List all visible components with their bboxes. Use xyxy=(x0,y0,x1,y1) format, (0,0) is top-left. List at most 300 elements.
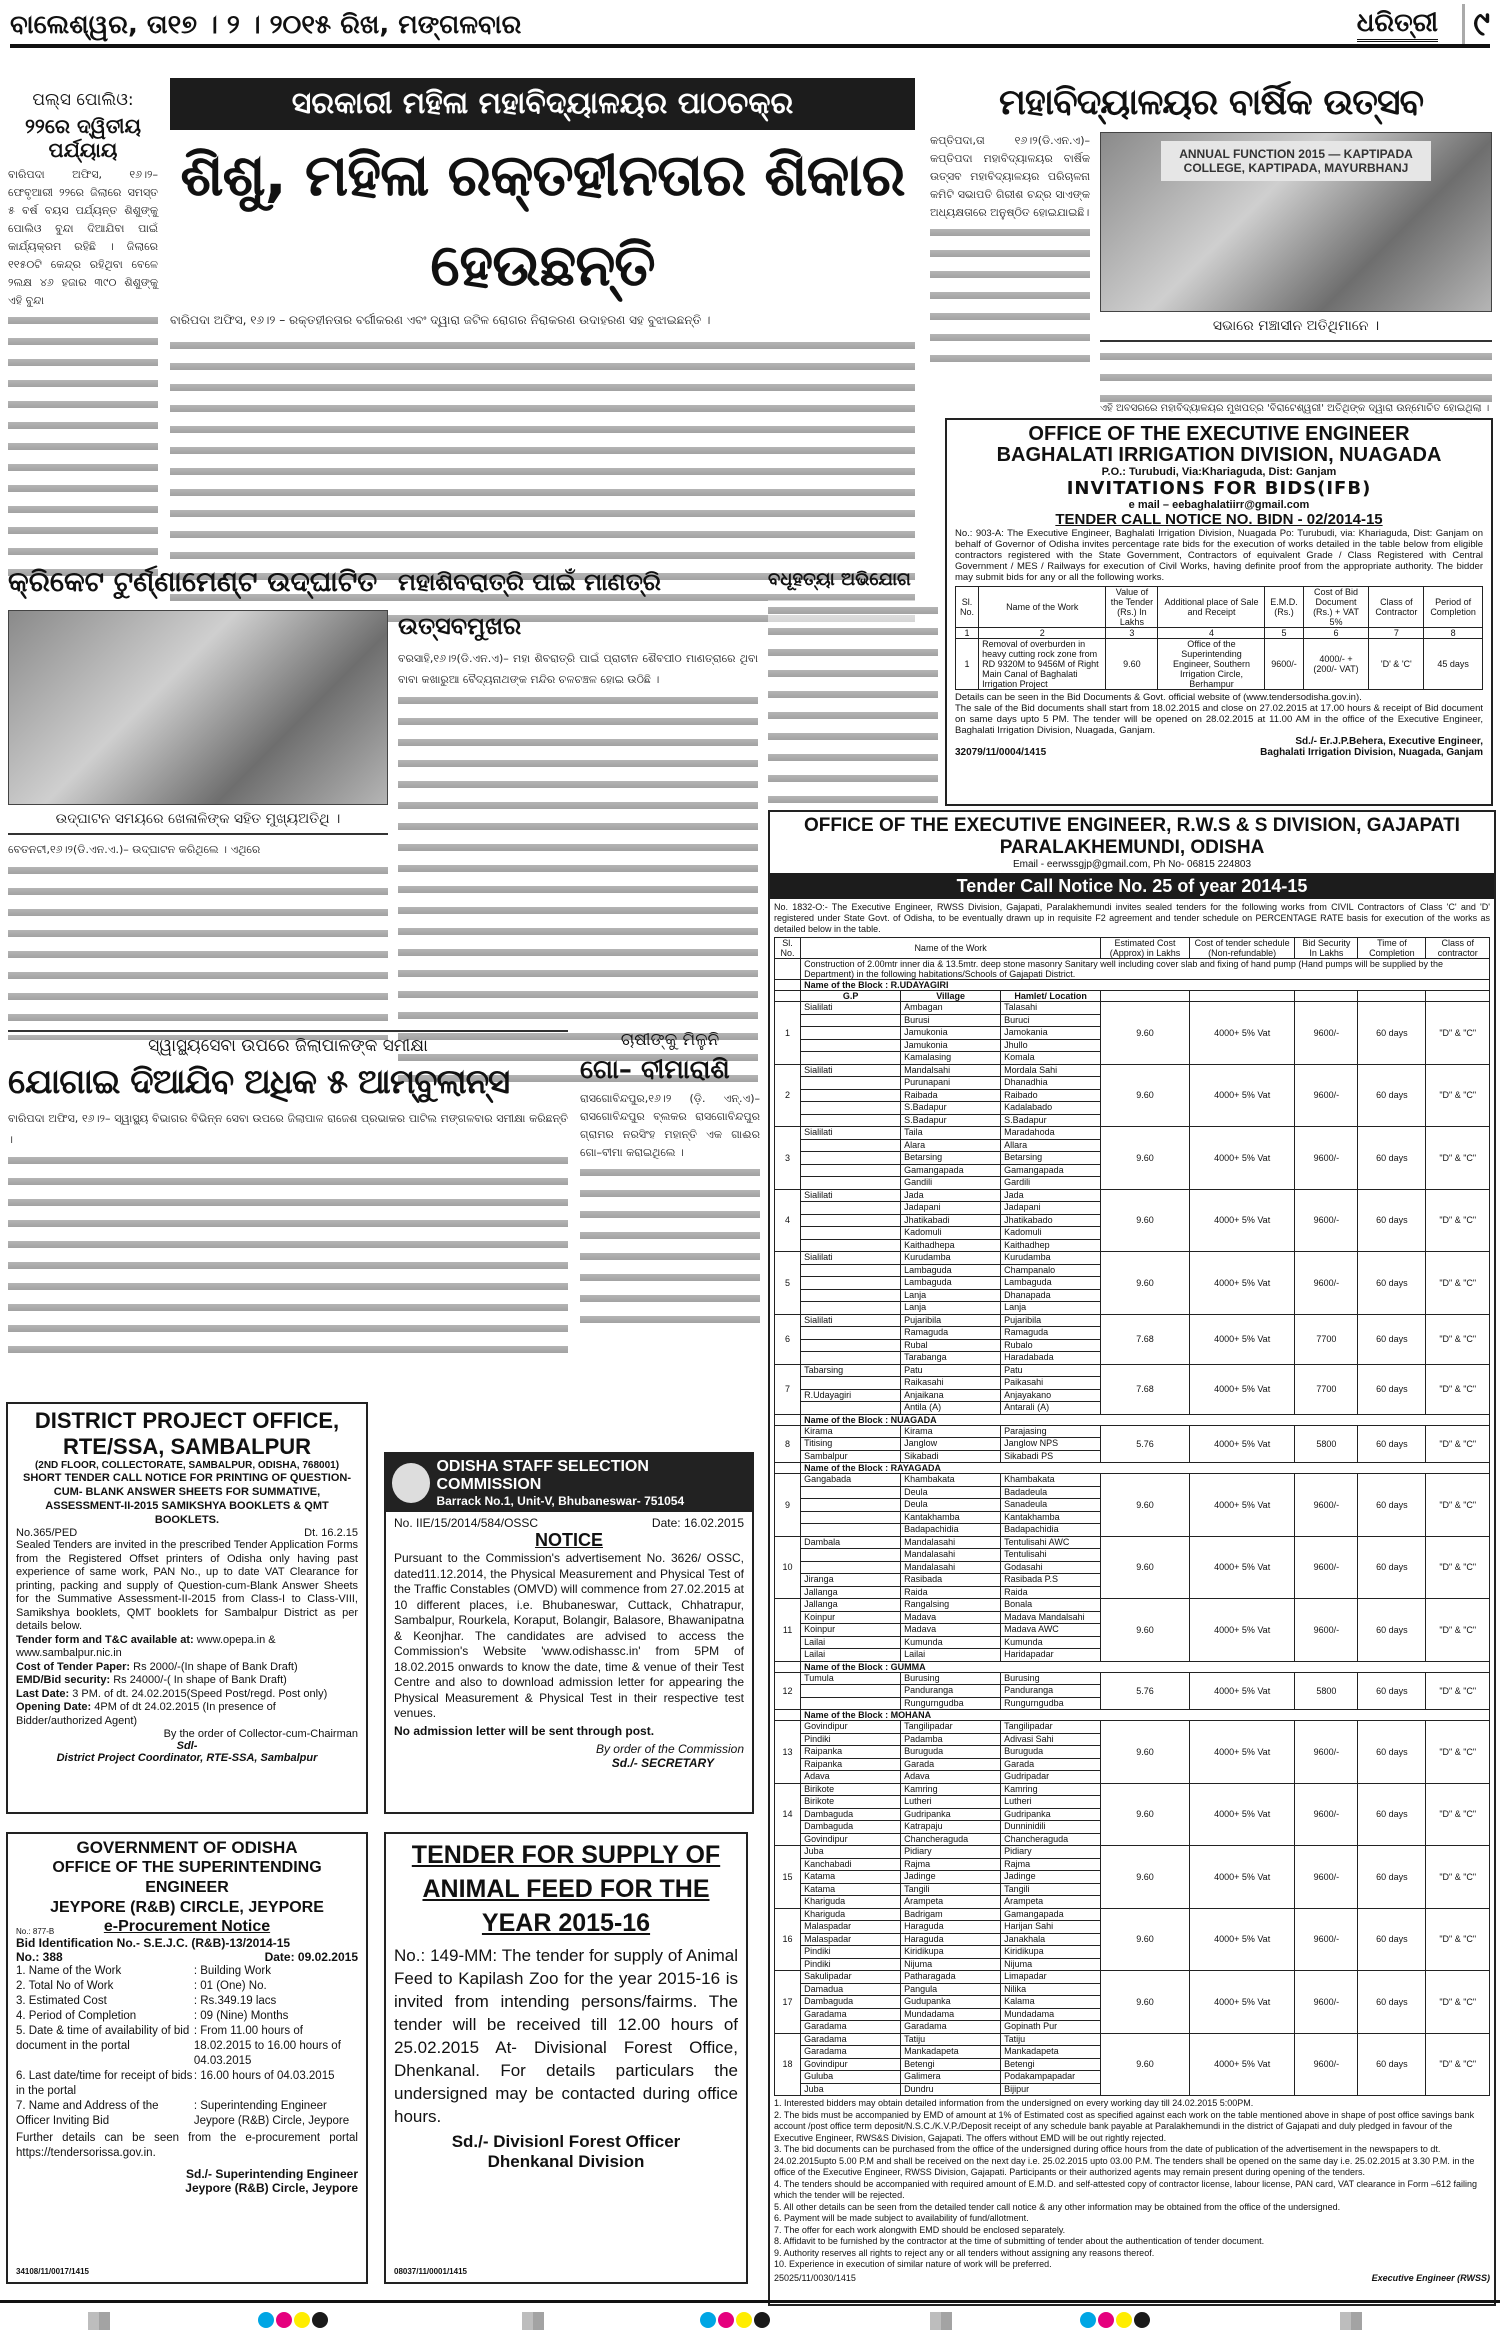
ossc-notice-ad xyxy=(384,1452,754,1814)
column-header: Cost of Bid Document (Rs.) + VAT 5% xyxy=(1303,587,1369,628)
column-header: Estimated Cost (Approx) in Lakhs xyxy=(1101,938,1190,959)
hamlet-name: Burusing xyxy=(1004,1672,1040,1683)
signature-line2: Baghalati Irrigation Division, Nuagada, Ganjam xyxy=(1260,747,1483,758)
column-number: 4 xyxy=(1158,628,1265,639)
gp-name: Kirama xyxy=(801,1426,901,1438)
table-cell: 9.60 xyxy=(1106,639,1158,690)
cell-cost: 9.60 xyxy=(1101,1599,1190,1662)
cell-class: "D" & "C" xyxy=(1426,1064,1490,1127)
hamlet-name: Tangili xyxy=(1004,1883,1030,1894)
sub-header-cell xyxy=(801,991,1101,1002)
gp-name: Govindipur xyxy=(801,2059,901,2071)
story-headline: ୨୨ରେ ଦ୍ୱିତୀୟ ପର୍ଯ୍ୟାୟ xyxy=(24,114,142,162)
table-row xyxy=(775,1364,1490,1414)
village-name: Madava xyxy=(901,1612,1001,1624)
table-cell: Removal of overburden in heavy cutting rock zone from RD 9320M to 9456M of Right Main Canal of Baghalati Irrigation Project xyxy=(979,639,1106,690)
hamlet-name: Tentulisahi xyxy=(1004,1549,1047,1559)
column-header: Bid Security In Lakhs xyxy=(1295,938,1358,959)
village-name: Gudripanka xyxy=(901,1809,1001,1821)
ad-order: By the order of Collector-cum-Chairman xyxy=(163,1728,358,1740)
locations-cell xyxy=(801,1846,1101,1909)
field-label: Cost of Tender Paper: xyxy=(16,1660,134,1673)
village-name: Patu xyxy=(901,1365,1001,1377)
hamlet-name: Nilika xyxy=(1004,1983,1027,1994)
jeypore-eprocurement-ad xyxy=(6,1832,368,2284)
field-value: Rs 24000/-( In shape of Bank Draft) xyxy=(113,1674,287,1686)
ad-address: Barrack No.1, Unit-V, Bhubaneswar- 751054 xyxy=(436,1494,685,1508)
ad-signature: Sd./- SECRETARY xyxy=(611,1755,714,1770)
ad-ref: 32079/11/0004/1415 xyxy=(955,747,1047,758)
gp-name xyxy=(801,1015,901,1027)
ad-intro: No. 1832-O:- The Executive Engineer, RWSS Division, Gajapati, Paralakhemundi invites sealed tenders for the following works from CIVIL Contractors of Class 'C' and 'D' registered under State Govt. of Odisha, to be eventually drawn up in requisite F2 agreement and tender schedule on PERCENTAGE RATE basis for execution of the works as detailed below in the table. xyxy=(774,902,1490,934)
village-name: Deula xyxy=(901,1487,1001,1499)
gp-name xyxy=(801,1698,901,1710)
hamlet-name: Betarsing xyxy=(1004,1152,1043,1162)
hamlet-name: Mankadapeta xyxy=(1004,2046,1059,2056)
hamlet-name: Mundadama xyxy=(1004,2008,1055,2019)
cell-schedule: 4000+ 5% Vat xyxy=(1189,1364,1295,1414)
cell-class: "D" & "C" xyxy=(1426,1314,1490,1364)
ad-signature: District Project Coordinator, RTE-SSA, Sambalpur xyxy=(56,1752,318,1764)
hamlet-name: Pidiary xyxy=(1004,1846,1032,1856)
cell-cost: 9.60 xyxy=(1101,1908,1190,1971)
hamlet-name: Allara xyxy=(1004,1139,1028,1150)
village-name: Betengi xyxy=(901,2059,1001,2071)
gp-name: Pindiki xyxy=(801,1946,901,1958)
newspaper-logo: ଧରିତ୍ରୀ xyxy=(1357,8,1438,42)
village-name: Katrapaju xyxy=(901,1821,1001,1833)
gp-name: Sambalpur xyxy=(801,1451,901,1463)
column-number: 8 xyxy=(1424,628,1483,639)
cell-security: 9600/- xyxy=(1295,1064,1358,1127)
condition-item: 2. The bids must be accompanied by EMD of amount at 1% of Estimated cost as specified against each work on the table mentioned above in shape of post office savings bank account /post office term deposit/N.S.C./K.V.P./Deposit receipt of any schedule bank payable at Paralakhemundi in the district of Gajapati and duly pledged in favour of the Executive Engineer, RWS&S Division, Gajapati. The offers without EMD will be out rightly rejected. xyxy=(774,2109,1475,2143)
story-body xyxy=(768,600,938,830)
cell-schedule: 4000+ 5% Vat xyxy=(1189,1536,1295,1599)
village-name: Kiridikupa xyxy=(901,1946,1001,1958)
locations-cell xyxy=(801,1064,1101,1127)
hamlet-name: Tatiju xyxy=(1004,2033,1026,2044)
village-name: Lambaguda xyxy=(901,1277,1001,1289)
cell-time: 60 days xyxy=(1358,1252,1426,1315)
blank-cell xyxy=(775,991,801,1002)
hamlet-name: Sikabadi PS xyxy=(1004,1450,1054,1461)
village-name: Janglow xyxy=(901,1438,1001,1450)
gp-name: Raipanka xyxy=(801,1746,901,1758)
item-value: : From 11.00 hours of 18.02.2015 to 16.00 hours of 04.03.2015 xyxy=(193,2025,341,2067)
condition-item: 7. The offer for each work alongwith EMD should be enclosed separately. xyxy=(774,2224,1066,2235)
table-cell: 1 xyxy=(956,639,979,690)
hamlet-name: Gudripadar xyxy=(1004,1771,1050,1781)
gp-name xyxy=(801,1165,901,1177)
yellow-dot-icon xyxy=(736,2312,752,2328)
story-kicker: ପଲ୍ସ ପୋଲିଓ: xyxy=(32,90,134,110)
hamlet-name: Bonala xyxy=(1004,1599,1033,1609)
village-name: Mandalasahi xyxy=(901,1549,1001,1561)
ifb-heading: INVITATIONS FOR BIDS(IFB) xyxy=(1066,478,1372,499)
hamlet-name: Komala xyxy=(1004,1052,1035,1062)
cell-class: "D" & "C" xyxy=(1426,1474,1490,1537)
locations-cell xyxy=(801,1721,1101,1784)
gp-name xyxy=(801,1152,901,1164)
footer-rule xyxy=(0,2300,1500,2303)
issue-date: ବାଲେଶ୍ୱର, ତା୧୭ । ୨ । ୨୦୧୫ ରିଖ, ମଙ୍ଗଳବାର xyxy=(10,10,522,40)
serial-number: 9 xyxy=(775,1474,801,1537)
condition-item: 5. All other details can be seen from the detailed tender call notice & any other information may be obtained from the office of the undersigned. xyxy=(774,2201,1341,2212)
locations-cell xyxy=(801,1127,1101,1190)
gp-name: Titising xyxy=(801,1438,901,1450)
ad-fields xyxy=(16,1634,358,1729)
item-value: : 01 (One) No. xyxy=(193,1980,267,1992)
ad-sd: Sdl- xyxy=(176,1740,198,1752)
ad-ref: 34108/11/0017/1415 xyxy=(16,2267,89,2276)
village-name: Jadinge xyxy=(901,1871,1001,1883)
column-number: 7 xyxy=(1369,628,1424,639)
ad-subtitle: BAGHALATI IRRIGATION DIVISION, NUAGADA xyxy=(996,444,1442,466)
cell-cost: 7.68 xyxy=(1101,1314,1190,1364)
cell-schedule: 4000+ 5% Vat xyxy=(1189,2033,1295,2096)
ad-date: Date: 09.02.2015 xyxy=(264,1950,358,1964)
block-row xyxy=(775,1710,1490,1721)
serial-number: 2 xyxy=(775,1064,801,1127)
village-name: Pangula xyxy=(901,1984,1001,1996)
village-name: Betarsing xyxy=(901,1152,1001,1164)
table-row xyxy=(775,1846,1490,1909)
cell-class: "D" & "C" xyxy=(1426,1599,1490,1662)
village-name: Mandalsahi xyxy=(901,1065,1001,1077)
village-name: Adava xyxy=(901,1771,1001,1783)
story-body-continued xyxy=(8,1150,568,1360)
serial-number: 10 xyxy=(775,1536,801,1599)
item-row xyxy=(16,2009,358,2024)
sub-column-header: Village xyxy=(901,991,1001,1001)
cell-class: "D" & "C" xyxy=(1426,1846,1490,1909)
cell-security: 7700 xyxy=(1295,1364,1358,1414)
village-name: Anjaikana xyxy=(901,1390,1001,1402)
block-name: Name of the Block : R.UDAYAGIRI xyxy=(801,980,1490,991)
gp-name: Lailai xyxy=(801,1649,901,1661)
bid-identification: Bid Identification No.- S.E.J.C. (R&B)-13/2014-15 xyxy=(16,1936,291,1950)
cell-class: "D" & "C" xyxy=(1426,1425,1490,1463)
gp-name xyxy=(801,1277,901,1289)
cell-schedule: 4000+ 5% Vat xyxy=(1189,1127,1295,1190)
village-name: Tarabanga xyxy=(901,1352,1001,1364)
cell-security: 9600/- xyxy=(1295,1252,1358,1315)
cattle-insurance-story xyxy=(580,1030,760,1332)
cell-security: 9600/- xyxy=(1295,1599,1358,1662)
cell-class: "D" & "C" xyxy=(1426,2033,1490,2096)
ad-title: OFFICE OF THE EXECUTIVE ENGINEER, R.W.S & S DIVISION, GAJAPATI xyxy=(804,815,1460,836)
blank-cell xyxy=(775,1414,801,1425)
serial-number: 4 xyxy=(775,1189,801,1252)
ad-title: TENDER FOR SUPPLY OF ANIMAL FEED FOR THE YEAR 2015-16 xyxy=(411,1841,721,1937)
hamlet-name: Gamangapada xyxy=(1004,1908,1064,1919)
blank-cell xyxy=(775,980,801,991)
cell-security: 9600/- xyxy=(1295,1002,1358,1065)
village-name: Rangalsing xyxy=(901,1599,1001,1611)
item-row xyxy=(16,1994,358,2009)
odisha-emblem-icon xyxy=(392,1463,430,1503)
cell-schedule: 4000+ 5% Vat xyxy=(1189,1474,1295,1537)
ad-subject: SHORT TENDER CALL NOTICE FOR PRINTING OF QUESTION-CUM- BLANK ANSWER SHEETS FOR SUMMATIVE, ASSESSMENT-II-2015 SAMIKSHYA BOOKLETS & QMT BOOKLETS. xyxy=(23,1472,351,1526)
item-value: : 16.00 hours of 04.03.2015 xyxy=(193,2070,335,2082)
column-header: Value of the Tender (Rs.) In Lakhs xyxy=(1106,587,1158,628)
village-name: Panduranga xyxy=(901,1685,1001,1697)
condition-item: 4. The tenders should be accompanied with required amount of E.M.D. and self-attested copy of contractor license, labour license, PAN card, VAT clearance in Form –612 failing which the tender will be rejected. xyxy=(774,2178,1478,2200)
masthead xyxy=(10,4,1490,48)
village-name: Raibada xyxy=(901,1090,1001,1102)
village-name: Garada xyxy=(901,1759,1001,1771)
village-name: Jamukonia xyxy=(901,1027,1001,1039)
serial-number: 18 xyxy=(775,2033,801,2096)
gp-name: Tabarsing xyxy=(801,1365,901,1377)
photo-caption: ସଭାରେ ମଞ୍ଚାସୀନ ଅତିଥିମାନେ । xyxy=(1100,312,1492,342)
item-value: : Rs.349.19 lacs xyxy=(193,1995,277,2007)
hamlet-name: Kantakhamba xyxy=(1004,1511,1060,1522)
cell-security: 9600/- xyxy=(1295,1846,1358,1909)
village-name: Dundru xyxy=(901,2084,1001,2096)
block-row xyxy=(775,1463,1490,1474)
village-name: Lutheri xyxy=(901,1796,1001,1808)
cell-schedule: 4000+ 5% Vat xyxy=(1189,1425,1295,1463)
cell-schedule: 4000+ 5% Vat xyxy=(1189,1002,1295,1065)
hamlet-name: Garada xyxy=(1004,1758,1035,1769)
table-cell: 4000/- + (200/- VAT) xyxy=(1303,639,1369,690)
cell-class: "D" & "C" xyxy=(1426,1783,1490,1846)
story-body: ରାସଗୋବିନ୍ଦପୁର,୧୬।୨ (ଡ଼ି. ଏନ୍.ଏ)– ରାସଗୋବିନ୍ଦପୁର ବ୍ଲକର ରାସଗୋବିନ୍ଦପୁର ଗ୍ରାମର ନରସିଂହ ମହାନ୍ତି ଏକ ଗାଈର ଗୋ–ବୀମା କରାଇଥିଲେ । xyxy=(580,1092,760,1159)
hamlet-name: Pujaribila xyxy=(1004,1314,1042,1325)
block-row xyxy=(775,1661,1490,1672)
gp-name xyxy=(801,1227,901,1239)
condition-item: 9. Authority reserves all rights to reject any or all tenders without assigning any reasons thereof. xyxy=(774,2247,1155,2258)
field-label: EMD/Bid security: xyxy=(16,1674,114,1686)
village-name: Padamba xyxy=(901,1734,1001,1746)
village-name: Khambakata xyxy=(901,1474,1001,1486)
cell-cost: 9.60 xyxy=(1101,1474,1190,1537)
gp-name: Govindipur xyxy=(801,1834,901,1846)
hamlet-name: Gamangapada xyxy=(1004,1164,1064,1175)
ad-note: No admission letter will be sent through post. xyxy=(394,1723,655,1738)
hamlet-name: Jhatikabado xyxy=(1004,1214,1053,1225)
story-body: ବାରିପଦା ଅଫିସ, ୧୬।୨– ଫେବୃଆରୀ ୨୨ରେ ଜିଲାରେ ସମସ୍ତ ୫ ବର୍ଷ ବୟସ ପର୍ଯ୍ୟନ୍ତ ଶିଶୁଙ୍କୁ ପୋଲିଓ ବୁନ୍ଦା ଦିଆଯିବା ପାଇଁ କାର୍ଯ୍ୟକ୍ରମ ରହିଛି । ଜିଲାରେ ୧୧୫୦ଟି କେନ୍ଦ୍ର ରହିଥିବା ବେଳେ ୨ଲକ୍ଷ ୪୬ ହଜାର ୩୯୦ ଶିଶୁଙ୍କୁ ଏହି ବୁନ୍ଦା xyxy=(8,168,158,307)
registration-dots xyxy=(1080,2312,1152,2333)
ad-items xyxy=(16,1964,358,2129)
cell-cost: 9.60 xyxy=(1101,1846,1190,1909)
field-row xyxy=(16,1661,358,1675)
story-banner: ସରକାରୀ ମହିଳା ମହାବିଦ୍ୟାଳୟର ପାଠଚକ୍ର xyxy=(170,78,915,130)
cell-time: 60 days xyxy=(1358,1474,1426,1537)
gp-name xyxy=(801,1240,901,1252)
serial-number: 8 xyxy=(775,1425,801,1463)
ad-ref-no: No. IIE/15/2014/584/OSSC xyxy=(394,1516,539,1530)
gp-name: Sakulipadar xyxy=(801,1971,901,1983)
village-name: Haraguda xyxy=(901,1934,1001,1946)
field-row xyxy=(16,1674,358,1688)
locations-cell xyxy=(801,1314,1101,1364)
cell-class: "D" & "C" xyxy=(1426,1364,1490,1414)
gp-name: Adava xyxy=(801,1771,901,1783)
cell-class: "D" & "C" xyxy=(1426,1721,1490,1784)
item-value: : Building Work xyxy=(193,1965,271,1977)
column-header: Name of the Work xyxy=(979,587,1106,628)
column-header: Name of the Work xyxy=(801,938,1101,959)
story-body-continued xyxy=(930,222,1090,372)
work-description: Construction of 2.00mtr inner dia & 13.5mtr. deep stone masonry Sanitary well including cover slab and fixing of hand pump (Hand pumps will be supplied by the Department) in the following habitations/Schools of Gajapati District. xyxy=(801,959,1490,980)
ad-date: Dt. 16.2.15 xyxy=(304,1527,358,1539)
gp-name xyxy=(801,1487,901,1499)
rwss-tender-ad xyxy=(768,810,1496,2306)
item-label: 1. Name of the Work xyxy=(16,1965,122,1977)
village-name: Purunapani xyxy=(901,1077,1001,1089)
column-number: 3 xyxy=(1106,628,1158,639)
table-row xyxy=(775,1127,1490,1190)
hamlet-name: Adivasi Sahi xyxy=(1004,1733,1054,1744)
village-name: Lanja xyxy=(901,1302,1001,1314)
locations-cell xyxy=(801,1536,1101,1599)
gp-name: Govindipur xyxy=(801,1721,901,1733)
village-name: Ramaguda xyxy=(901,1327,1001,1339)
village-name: Gamangapada xyxy=(901,1165,1001,1177)
village-name: Gandili xyxy=(901,1177,1001,1189)
cell-time: 60 days xyxy=(1358,1314,1426,1364)
cell-schedule: 4000+ 5% Vat xyxy=(1189,1599,1295,1662)
village-name: Nijuma xyxy=(901,1959,1001,1971)
cell-cost: 5.76 xyxy=(1101,1672,1190,1710)
blank-cell xyxy=(1189,991,1295,1002)
gp-name xyxy=(801,1140,901,1152)
serial-number: 11 xyxy=(775,1599,801,1662)
gp-name: Tumula xyxy=(801,1673,901,1685)
item-row xyxy=(16,1979,358,1994)
gp-name: Sialilati xyxy=(801,1190,901,1202)
gp-name: Garadama xyxy=(801,2021,901,2033)
village-name: Jadapani xyxy=(901,1202,1001,1214)
village-name: Raikasahi xyxy=(901,1377,1001,1389)
village-name: Tangilipadar xyxy=(901,1721,1001,1733)
rwss-works-table xyxy=(774,937,1490,2096)
cell-security: 9600/- xyxy=(1295,1189,1358,1252)
gp-name xyxy=(801,1202,901,1214)
yellow-dot-icon xyxy=(1116,2312,1132,2328)
ad-body: Sealed Tenders are invited in the prescribed Tender Application Forms from the Registered Offset printers of Odisha only having past experience of same work, PAN No., up to date VAT Clearance for printing, packing and supply of Question-cum-Blank Answer Sheets for the Summative Assessment-II-2015 from Class-I to Class-VIII, Samikshya booklets, QMT booklets for Sambalpur District as per details below. xyxy=(16,1539,358,1632)
village-name: Lailai xyxy=(901,1649,1001,1661)
gp-name: Malaspadar xyxy=(801,1921,901,1933)
gp-name xyxy=(801,1115,901,1127)
village-name: Kamring xyxy=(901,1784,1001,1796)
gp-name: Garadama xyxy=(801,2046,901,2058)
table-row xyxy=(775,1536,1490,1599)
ad-title: GOVERNMENT OF ODISHA xyxy=(76,1838,298,1857)
cell-class: "D" & "C" xyxy=(1426,1252,1490,1315)
hamlet-name: Jhullo xyxy=(1004,1039,1028,1050)
table-cell: 'D' & 'C' xyxy=(1369,639,1424,690)
ad-conditions xyxy=(774,2098,1490,2271)
condition-item: 8. Affidavit to be furnished by the contractor at the time of submitting of tender about the authentication of tender document. xyxy=(774,2236,1265,2246)
column-header: Class of contractor xyxy=(1426,938,1490,959)
gp-name: Pindiki xyxy=(801,1734,901,1746)
ad-subtitle: PARALAKHEMUNDI, ODISHA xyxy=(999,837,1265,858)
ad-contact: Email - eerwssgjp@gmail.com, Ph No- 06815 224803 xyxy=(1012,859,1252,870)
table-cell: 45 days xyxy=(1424,639,1483,690)
signature-line2: Dhenkanal Division xyxy=(487,2152,645,2171)
story-body-continued xyxy=(8,860,388,1040)
ad-ref-no: No.365/PED xyxy=(16,1527,78,1539)
table-row xyxy=(775,1783,1490,1846)
ad-title: OFFICE OF THE EXECUTIVE ENGINEER xyxy=(1028,423,1410,445)
village-name: S.Badapur xyxy=(901,1115,1001,1127)
gp-name xyxy=(801,1352,901,1364)
item-label: 4. Period of Completion xyxy=(16,2010,137,2022)
field-value: 4PM of dt 24.02.2015 (In presence of Bidder/authorized Agent) xyxy=(16,1701,276,1727)
cell-security: 9600/- xyxy=(1295,1971,1358,2034)
village-name: S.Badapur xyxy=(901,1102,1001,1114)
table-row xyxy=(775,1474,1490,1537)
gp-name: Jallanga xyxy=(801,1587,901,1599)
gp-name xyxy=(801,1327,901,1339)
village-name: Arampeta xyxy=(901,1896,1001,1908)
condition-item: 1. Interested bidders may obtain detailed information from the undersigned on every working day till 24.02.2015 5:00PM. xyxy=(774,2098,1254,2108)
ad-address: P.O.: Turubudi, Via:Khariaguda, Dist: Ganjam xyxy=(1101,466,1337,478)
village-name: Kamalasing xyxy=(901,1052,1001,1064)
hamlet-name: Podakampapadar xyxy=(1004,2071,1076,2081)
cell-security: 5800 xyxy=(1295,1425,1358,1463)
story-kicker: ଚାଷୀଙ୍କୁ ମିଳୁନି xyxy=(620,1030,720,1050)
cell-schedule: 4000+ 5% Vat xyxy=(1189,1064,1295,1127)
gp-name xyxy=(801,1302,901,1314)
condition-item: 6. Payment will be made subject to availability of fund/allotment. xyxy=(774,2213,1029,2223)
hamlet-name: Kurudamba xyxy=(1004,1252,1051,1262)
hamlet-name: Godasahi xyxy=(1004,1561,1043,1572)
cricket-story xyxy=(8,560,388,1040)
ambulance-story xyxy=(8,1030,568,1360)
registration-dots xyxy=(258,2312,330,2333)
dowry-story xyxy=(768,560,938,830)
gp-name: Dambaguda xyxy=(801,1809,901,1821)
serial-number: 13 xyxy=(775,1721,801,1784)
story-headline: ଯୋଗାଇ ଦିଆଯିବ ଅଧିକ ୫ ଆମ୍ବୁଲାନ୍ସ xyxy=(8,1062,510,1102)
cyan-dot-icon xyxy=(1080,2312,1096,2328)
hamlet-name: Badapachidia xyxy=(1004,1524,1059,1534)
story-body: ବାରିପଦା ଅଫିସ, ୧୬।୨– ସ୍ୱାସ୍ଥ୍ୟ ବିଭାଗର ବିଭିନ୍ନ ସେବା ଉପରେ ଜିଲାପାଳ ରାଜେଶ ପ୍ରଭାକର ପାଟିଲ ମଙ୍ଗଳବାର ସମୀକ୍ଷା କରିଛନ୍ତି । xyxy=(8,1112,568,1146)
cell-security: 9600/- xyxy=(1295,1474,1358,1537)
ad-details: Details can be seen in the Bid Documents & Govt. official website of (www.tendersodisha.gov.in). xyxy=(955,692,1362,703)
gp-name xyxy=(801,1377,901,1389)
gp-name: Khariguda xyxy=(801,1896,901,1908)
cell-time: 60 days xyxy=(1358,1064,1426,1127)
cell-security: 7700 xyxy=(1295,1314,1358,1364)
field-label: Last Date: xyxy=(16,1687,73,1700)
field-label: Tender form and T&C available at: xyxy=(16,1633,197,1646)
ad-address: (2ND FLOOR, COLLECTORATE, SAMBALPUR, ODISHA, 768001) xyxy=(34,1460,340,1471)
gp-name xyxy=(801,1090,901,1102)
cell-time: 60 days xyxy=(1358,1536,1426,1599)
gp-name: Damadua xyxy=(801,1984,901,1996)
story-headline: ମହାଶିବରାତ୍ରି ପାଇଁ ମାଣତ୍ରି ଉତ୍ସବମୁଖର xyxy=(398,568,661,640)
item-row xyxy=(16,1964,358,1979)
gp-name: Sialilati xyxy=(801,1315,901,1327)
hamlet-name: Jadapani xyxy=(1004,1202,1041,1212)
cell-cost: 5.76 xyxy=(1101,1425,1190,1463)
cell-cost: 9.60 xyxy=(1101,1064,1190,1127)
block-row xyxy=(775,980,1490,991)
locations-cell xyxy=(801,2033,1101,2096)
hamlet-name: Jamokania xyxy=(1004,1027,1048,1037)
cell-schedule: 4000+ 5% Vat xyxy=(1189,1783,1295,1846)
hamlet-name: Anjayakano xyxy=(1004,1389,1052,1400)
hamlet-name: Paikasahi xyxy=(1004,1377,1044,1387)
column-header: Cost of tender schedule (Non-refundable) xyxy=(1189,938,1295,959)
hamlet-name: Tangilipadar xyxy=(1004,1721,1053,1731)
table-row xyxy=(775,1908,1490,1971)
